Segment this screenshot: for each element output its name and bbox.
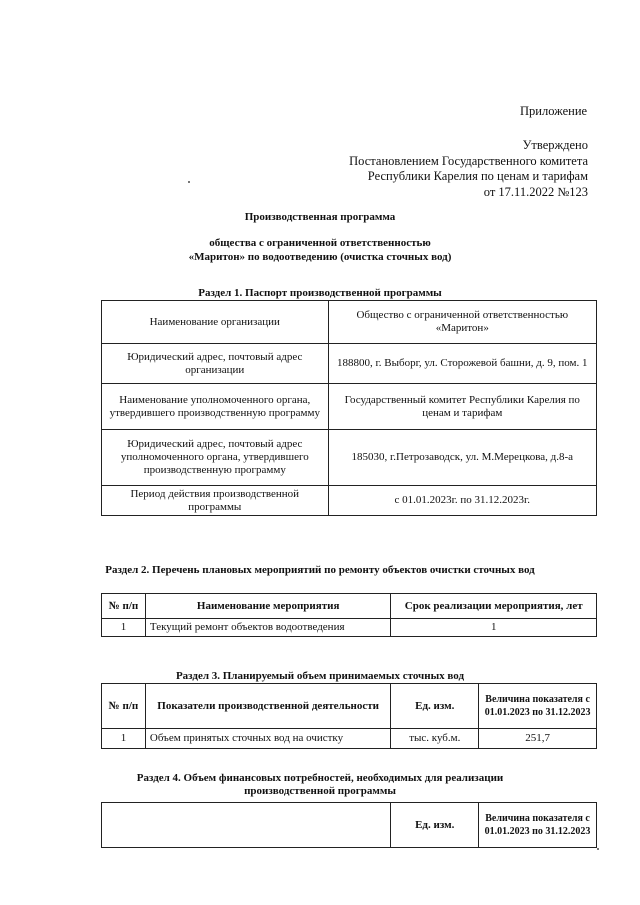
passport-value: с 01.01.2023г. по 31.12.2023г. <box>328 486 596 516</box>
passport-value: 188800, г. Выборг, ул. Сторожевой башни, д. 9, пом. 1 <box>328 344 596 384</box>
program-subtitle-line: общества с ограниченной ответственностью <box>209 237 431 249</box>
column-header: Наименование мероприятия <box>145 594 390 619</box>
table-row <box>102 619 597 637</box>
table-header-row <box>102 684 597 729</box>
section2-title: Раздел 2. Перечень плановых мероприятий по ремонту объектов очистки сточных вод <box>105 564 535 576</box>
table-row <box>102 486 597 516</box>
passport-value: Государственный комитет Республики Карелия по ценам и тарифам <box>328 384 596 430</box>
passport-label: Юридический адрес, почтовый адрес организации <box>102 344 329 384</box>
approval-line: от 17.11.2022 №123 <box>483 184 588 199</box>
column-header <box>102 803 391 848</box>
table-header-row <box>102 803 597 848</box>
section3-title: Раздел 3. Планируемый объем принимаемых сточных вод <box>175 670 465 682</box>
appendix-label: Приложение <box>520 104 588 118</box>
passport-label: Наименование организации <box>102 301 329 344</box>
program-title: Производственная программа <box>244 211 396 223</box>
table-row <box>102 729 597 749</box>
measures-table <box>101 593 597 637</box>
table-cell: 1 <box>391 619 597 637</box>
table-row <box>102 384 597 430</box>
passport-label: Наименование уполномоченного органа, утвердившего производственную программу <box>102 384 329 430</box>
program-subtitle-line: «Маритон» по водоотведению (очистка сточных вод) <box>188 251 452 263</box>
finance-table <box>101 802 597 848</box>
table-row <box>102 344 597 384</box>
passport-value: Общество с ограниченной ответственностью «Маритон» <box>328 301 596 344</box>
approval-block <box>349 138 588 200</box>
column-header: Ед. изм. <box>391 803 479 848</box>
section1-title: Раздел 1. Паспорт производственной программы <box>198 287 442 299</box>
scan-speck <box>597 848 599 850</box>
column-header: Ед. изм. <box>391 684 479 729</box>
table-row <box>102 430 597 486</box>
section4-title <box>0 772 640 798</box>
column-header: Срок реализации мероприятия, лет <box>391 594 597 619</box>
table-row <box>102 301 597 344</box>
approval-line: Утверждено <box>522 138 588 152</box>
column-header: Показатели производственной деятельности <box>145 684 390 729</box>
column-header: Величина показателя с 01.01.2023 по 31.12.2023 <box>479 803 597 848</box>
passport-label: Юридический адрес, почтовый адрес уполномоченного органа, утвердившего производственную программу <box>102 430 329 486</box>
scan-speck <box>188 181 190 183</box>
volume-table <box>101 683 597 749</box>
column-header: № п/п <box>102 684 146 729</box>
passport-label: Период действия производственной программы <box>102 486 329 516</box>
approval-line: Постановлением Государственного комитета <box>349 153 588 168</box>
table-cell: тыс. куб.м. <box>391 729 479 749</box>
approval-line: Республики Карелия по ценам и тарифам <box>367 169 588 183</box>
passport-table <box>101 300 597 516</box>
table-cell: Текущий ремонт объектов водоотведения <box>145 619 390 637</box>
table-cell: 1 <box>102 729 146 749</box>
table-cell: Объем принятых сточных вод на очистку <box>145 729 390 749</box>
section4-title-text: Раздел 4. Объем финансовых потребностей, необходимых для реализации производственной программы <box>136 772 504 797</box>
passport-value: 185030, г.Петрозаводск, ул. М.Мерецкова, д.8-а <box>328 430 596 486</box>
table-cell: 1 <box>102 619 146 637</box>
table-header-row <box>102 594 597 619</box>
table-cell: 251,7 <box>479 729 597 749</box>
column-header: Величина показателя с 01.01.2023 по 31.12.2023 <box>479 684 597 729</box>
column-header: № п/п <box>102 594 146 619</box>
